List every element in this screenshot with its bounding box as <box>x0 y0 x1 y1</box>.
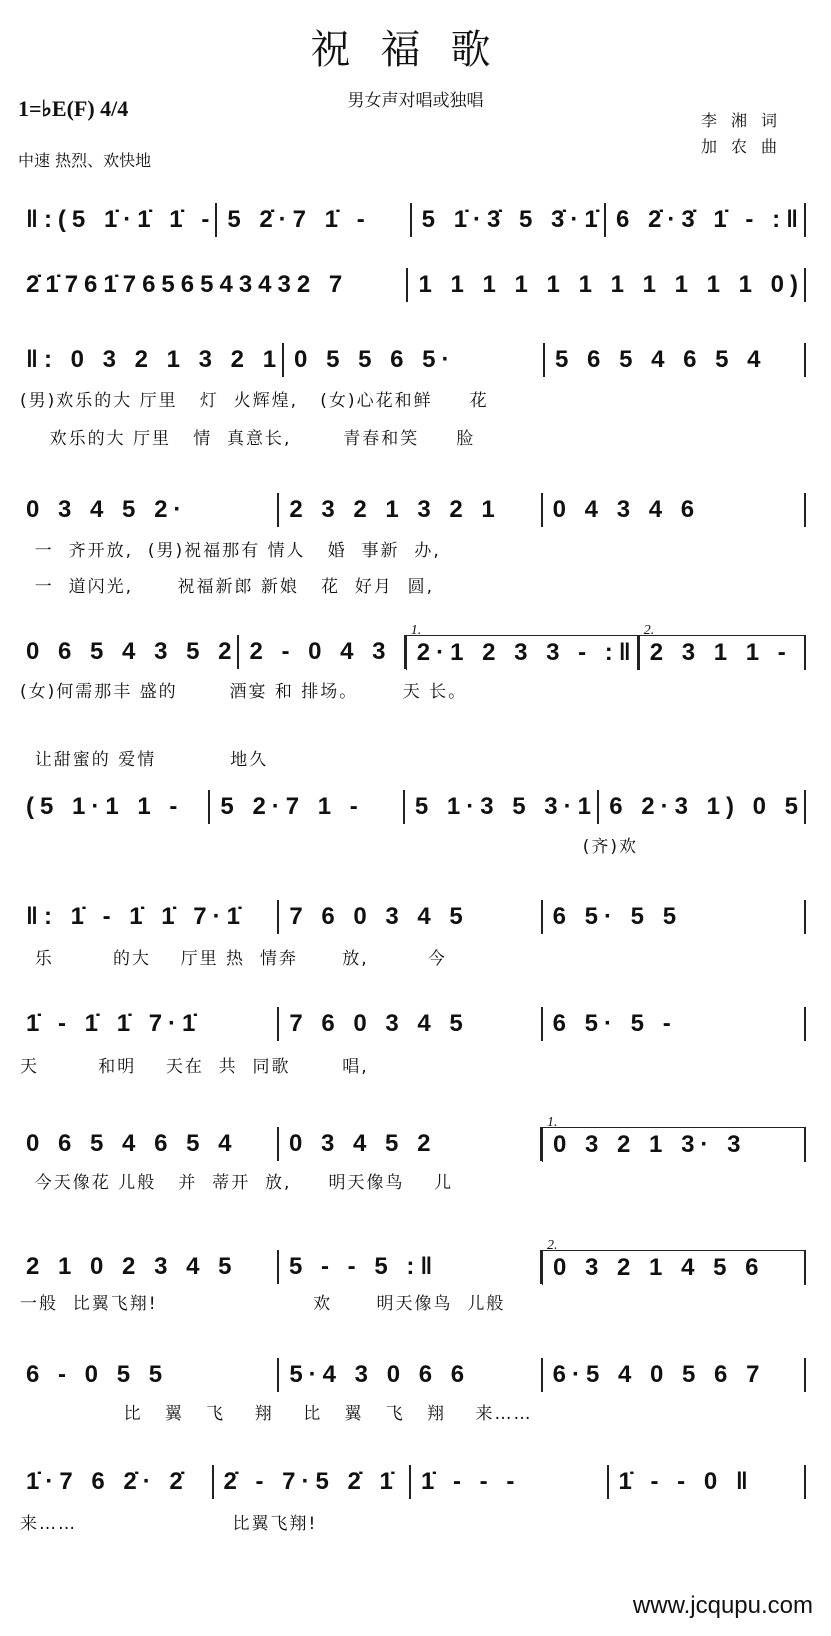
song-title: 祝福歌 <box>310 27 521 73</box>
volta-number: 2. <box>643 622 655 638</box>
lyric-line: 比 翼 飞 翔 比 翼 飞 翔 来…… <box>20 1404 533 1424</box>
measure-notes: 0 3 2 1 3· 3 <box>553 1130 747 1158</box>
measure-notes: 6 2̇·3̇ 1̇ - :‖ <box>616 206 805 233</box>
measure <box>279 493 542 527</box>
measure-notes: 1 1 1 1 1 1 1 1 1 1 1 0) <box>418 271 804 298</box>
measure-notes: 7 6 0 3 4 5 <box>289 903 469 930</box>
key-signature: 1=♭E(F) 4/4 <box>18 96 129 121</box>
lyric-line: (男)欢乐的大 厅里 灯 火辉煌, (女)心花和鲜 花 <box>20 391 489 411</box>
measure-notes: 0 4 3 4 6 <box>552 496 701 523</box>
measure-notes: 2 3 1 1 - <box>649 638 792 666</box>
score-line <box>16 1355 806 1395</box>
measure-notes: 6 5· 5 5 <box>552 903 683 930</box>
measure-notes: 5 1·3 5 3·1 <box>414 793 597 820</box>
measure-notes: 5 6 5 4 6 5 4 <box>555 346 767 373</box>
measure-notes: 2̇1̇761̇7656543432 7 <box>26 271 349 298</box>
measure <box>405 790 599 824</box>
lyric-line: 一 齐开放, (男)祝福那有 情人 婚 事新 办, <box>20 541 441 561</box>
lyric-line: 一般 比翼飞翔! 欢 明天像鸟 儿般 <box>20 1294 506 1314</box>
measure <box>406 622 639 670</box>
score-line <box>16 490 806 530</box>
measure <box>279 1358 542 1392</box>
score-line <box>16 1462 806 1502</box>
measure <box>16 900 279 934</box>
lyric-line: 欢乐的大 厅里 情 真意长, 青春和笑 脸 <box>20 429 476 449</box>
measure <box>606 203 806 237</box>
score-line <box>16 897 806 937</box>
measure <box>408 268 806 302</box>
measure <box>542 1237 806 1285</box>
score-line <box>16 1237 806 1287</box>
measure <box>239 635 405 669</box>
measure-notes: 1̇ - 1̇ 1̇ 7·1̇ <box>26 1010 202 1037</box>
measure <box>16 1465 214 1499</box>
measure-notes: 0 3 2 1 4 5 6 <box>553 1253 765 1281</box>
measure-notes: 2̇ - 7·5 2̇ 1̇ <box>223 1468 399 1495</box>
measure-notes: 6 2·3 1) 0 5 <box>609 793 805 820</box>
measure <box>639 622 806 670</box>
score-line <box>16 787 806 827</box>
score-line <box>16 1114 806 1164</box>
measure-notes: 7 6 0 3 4 5 <box>289 1010 469 1037</box>
score-line <box>16 1004 806 1044</box>
measure <box>16 1250 279 1284</box>
tempo-marking: 中速 热烈、欢快地 <box>18 151 152 170</box>
measure <box>279 1007 542 1041</box>
measure-notes: 5 - - 5 :‖ <box>289 1253 439 1280</box>
measure-notes: 1̇ - - 0 ‖ <box>618 1468 754 1495</box>
measure <box>16 1127 279 1161</box>
measure <box>543 493 806 527</box>
volta-number: 1. <box>410 622 422 638</box>
measure <box>284 343 545 377</box>
measure <box>545 343 806 377</box>
measure <box>543 1007 806 1041</box>
measure <box>609 1465 807 1499</box>
measure <box>214 1465 412 1499</box>
measure <box>411 1465 609 1499</box>
song-subtitle: 男女声对唱或独唱 <box>347 91 484 111</box>
measure <box>217 203 411 237</box>
measure-notes: ‖: 0 3 2 1 3 2 1 <box>26 346 283 373</box>
lyric-line: 天 和明 天在 共 同歌 唱, <box>20 1057 369 1077</box>
score-line <box>16 340 806 380</box>
measure-notes: 0 3 4 5 2 <box>289 1130 437 1157</box>
score-line <box>16 200 806 240</box>
lyric-line: 乐 的大 厅里 热 情奔 放, 今 <box>20 949 447 969</box>
lyric-line: 今天像花 儿般 并 蒂开 放, 明天像鸟 儿 <box>20 1173 454 1193</box>
score-line <box>16 265 806 305</box>
measure-notes: 0 5 5 6 5· <box>294 346 456 373</box>
lyric-line: 让甜蜜的 爱情 地久 <box>20 750 269 770</box>
measure <box>16 1358 279 1392</box>
measure-notes: 0 3 4 5 2· <box>26 496 188 523</box>
measure <box>16 635 239 669</box>
measure <box>16 343 284 377</box>
measure-notes: 0 6 5 4 6 5 4 <box>26 1130 238 1157</box>
lyric-line: (女)何需那丰 盛的 酒宴 和 排场。 天 长。 <box>20 682 468 702</box>
measure <box>599 790 806 824</box>
measure <box>542 1114 806 1162</box>
measure-notes: 5 1̇·3̇ 5 3̇·1̇ <box>421 206 604 233</box>
volta-number: 1. <box>547 1114 558 1130</box>
measure-notes: 2 1 0 2 3 4 5 <box>26 1253 238 1280</box>
measure <box>16 203 217 237</box>
measure-notes: 5 2̇·7 1̇ - <box>227 206 371 233</box>
measure-notes: ‖:(5 1̇·1̇ 1̇ - <box>26 206 216 233</box>
lyric-line: 来…… 比翼飞翔! <box>20 1514 318 1534</box>
measure-notes: ‖: 1̇ - 1̇ 1̇ 7·1̇ <box>26 903 246 930</box>
measure <box>16 1007 279 1041</box>
measure <box>279 1127 542 1161</box>
measure <box>412 203 606 237</box>
measure <box>279 1250 542 1284</box>
measure-notes: 2 - 0 4 3 <box>249 638 392 665</box>
measure-notes: 2 3 2 1 3 2 1 <box>289 496 501 523</box>
measure <box>16 790 210 824</box>
measure-notes: 6 5· 5 - <box>552 1010 677 1037</box>
measure-notes: 5·4 3 0 6 6 <box>289 1361 471 1388</box>
measure-notes: 0 6 5 4 3 5 2 <box>26 638 238 665</box>
measure-notes: 2·1 2 3 3 - :‖ <box>416 638 637 666</box>
measure <box>16 268 408 302</box>
measure <box>543 900 806 934</box>
measure <box>543 1358 806 1392</box>
measure-notes: (5 1·1 1 - <box>26 793 184 820</box>
volta-number: 2. <box>547 1237 558 1253</box>
measure-notes: 1̇ - - - <box>421 1468 521 1495</box>
measure-notes: 6 - 0 5 5 <box>26 1361 169 1388</box>
watermark: www.jcqupu.com <box>632 1592 813 1619</box>
measure <box>279 900 542 934</box>
measure-notes: 1̇·7 6 2̇· 2̇ <box>26 1468 189 1495</box>
composer-credit: 加农曲 <box>700 137 791 156</box>
measure-notes: 6·5 4 0 5 6 7 <box>552 1361 766 1388</box>
lyric-line: (齐)欢 <box>20 837 638 857</box>
measure <box>210 790 404 824</box>
score-line <box>16 622 806 672</box>
measure-notes: 5 2·7 1 - <box>220 793 364 820</box>
lyricist-credit: 李湘词 <box>700 111 791 130</box>
lyric-line: 一 道闪光, 祝福新郎 新娘 花 好月 圆, <box>20 577 435 597</box>
measure <box>16 493 279 527</box>
